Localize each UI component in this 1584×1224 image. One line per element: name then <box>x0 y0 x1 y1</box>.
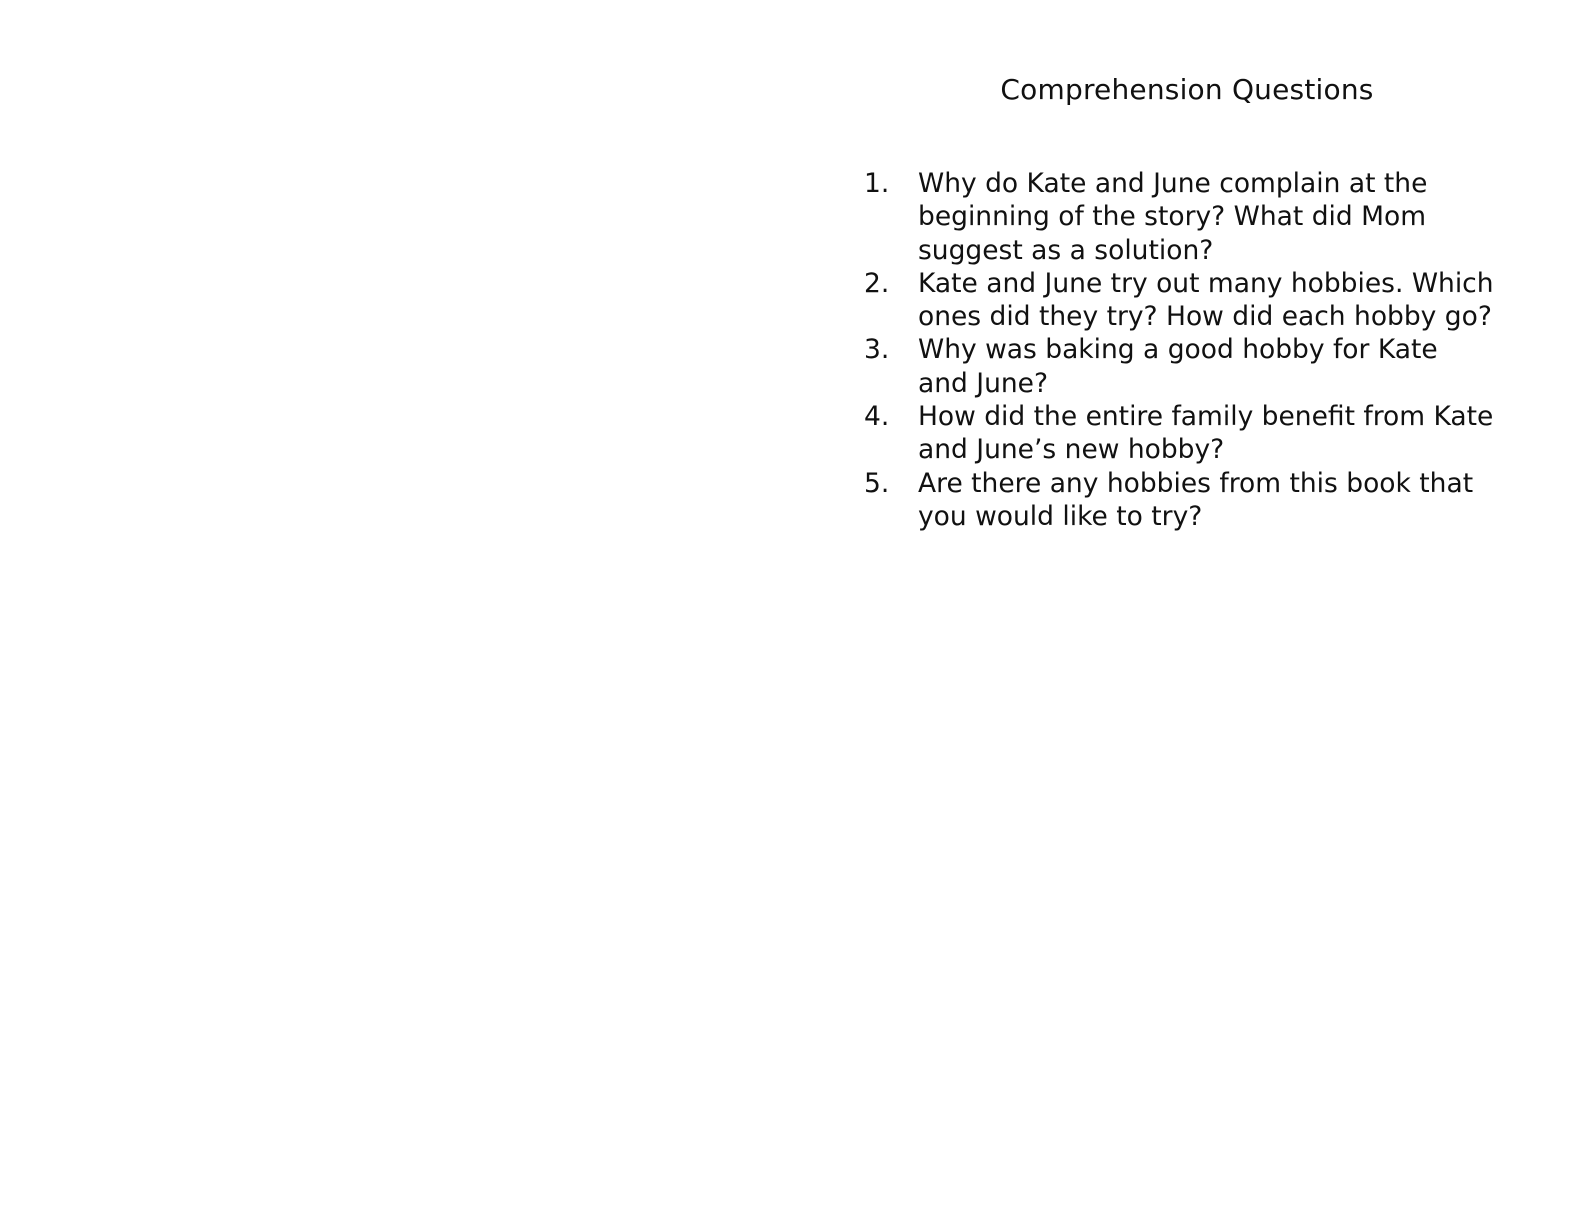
question-line: and June’s new hobby? <box>918 434 1225 466</box>
question-line: Are there any hobbies from this book that <box>918 467 1474 499</box>
question-list <box>864 167 1524 533</box>
question-number: 4. <box>864 401 890 433</box>
question-line: and June? <box>918 367 1049 399</box>
question-number: 2. <box>864 267 890 299</box>
question-line: Why was baking a good hobby for Kate <box>918 334 1438 366</box>
question-number: 1. <box>864 168 890 199</box>
question-line: Why do Kate and June complain at the <box>918 168 1428 199</box>
question-line: you would like to try? <box>918 500 1203 532</box>
page-title: Comprehension Questions <box>1000 73 1374 106</box>
question-line: beginning of the story? What did Mom <box>918 201 1427 233</box>
question-item-4 <box>864 400 1524 467</box>
question-line: ones did they try? How did each hobby go? <box>918 301 1492 333</box>
questions-page <box>792 0 1584 1224</box>
question-line: How did the entire family benefit from Kate <box>918 401 1494 433</box>
question-number: 5. <box>864 467 890 499</box>
question-item-1 <box>864 167 1524 267</box>
question-item-2 <box>864 267 1524 334</box>
question-line: Kate and June try out many hobbies. Which <box>918 267 1494 299</box>
question-item-5 <box>864 467 1524 534</box>
question-line: suggest as a solution? <box>918 234 1214 266</box>
question-number: 3. <box>864 334 890 366</box>
question-item-3 <box>864 333 1524 400</box>
